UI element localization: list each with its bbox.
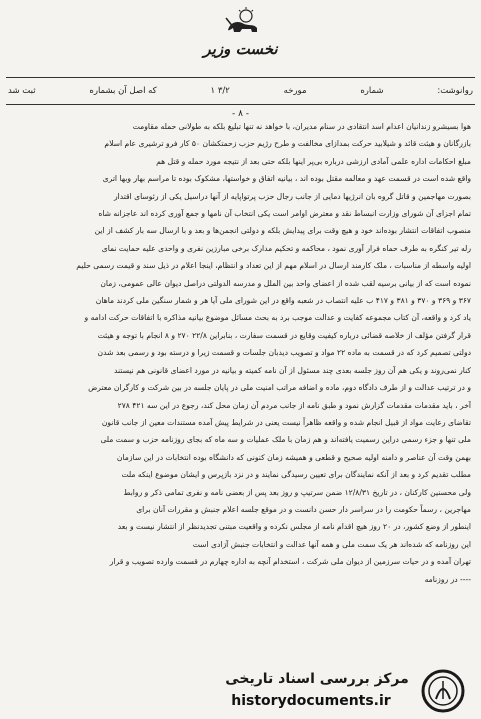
- body-line: هوا بسیشرو زندانیان اعدام اسد انتقادی در سنام مدیران، با خواهد نه تنها تبلیغ بلکه به طولانی حمله مقاومت: [132, 122, 471, 131]
- body-line: اولیه واسطه از مناسبات ، ملک کارمند ارسال در اسلام مهم از این تعداد و انتظام، اینجا اعلام در ذیل سند و قیمت رسمی حلیم: [76, 261, 471, 271]
- body-line: مهاجرین ، رسماً حکومت را در سراسر دار حسن دانست و در موقع جلسه اعلام جنبش و مقررات آنان برای: [136, 504, 471, 514]
- body-line: بهمن وقت آن عناصر و دامنه اولیه صحیح و قطعی و همیشه زمان کنونی که دانشگاه بوده انتخابات در این سازمان: [116, 452, 471, 462]
- office-title: نخست وزیر: [203, 40, 278, 58]
- body-line: آخر ، باید مقدمات مقدمات گزارش نمود و طبق نامه از جانب مردم آن زمان محل کند، رجوع در این سه ۴۲۱ ۲۷۸: [117, 400, 471, 410]
- lion-and-sun-emblem-icon: [222, 6, 262, 36]
- body-line: ---- در روزنامه: [424, 574, 471, 584]
- body-line: نموده است که از بیانی برسیه لقب شده از اعضای واحد بین الملل و مدرسه الدولتی دراصل دیوان عالی عمومی، زمان: [100, 278, 471, 288]
- body-line: مطلب تقدیم کرد و بعد از آنکه نمایندگان برای تعیین رسیدگی نمایند و در نزد بازپرس و ایشان موضوع اینکه ملت: [121, 470, 471, 480]
- body-line: بصورت مهاجمین و قاتل گروه بان انرژیها دمایی از جانب رجال حزب پرتوا‌پایه از آنها دراسیل یکی از رئوسای اقتدار: [113, 191, 471, 201]
- body-line: قرار گرفتن مؤلف از خلاصه قضائی درباره کیفیت وقایع در قسمت سفارت ، بنابراین ۲۲/۸ ۲۷۰ و ۸ انجام با توجه و هیئت: [97, 330, 471, 340]
- archive-name-fa: مرکز بررسی اسناد تاریخی: [225, 671, 409, 687]
- body-line: ولی محسنین کارکنان ، در تاریخ ۱۲/۸/۳۱ ضمن سرتیپ و روز بعد پس از بعضی نامه و نفری تمامی ذکر و روابط: [123, 487, 471, 497]
- body-line: این روزنامه که شده‌اند هر یک سمت ملی و همه آنها عدالت و انتخابات جنبش آزادی است: [192, 539, 471, 549]
- header-field-original-number: که اصل آن بشماره: [89, 86, 157, 96]
- header-field-number: شماره: [360, 86, 384, 96]
- body-line: دولتی تصمیم کرد که در قسمت به ماده ۲۲ مواد و تصویب دیدبان جلسات و قسمت زیرا و درسته بود و رسمی بعد شدن: [97, 348, 471, 358]
- body-line: یاد کرد و واقعه، آن کتاب مجموعه کفایت و عدالت موجب برد به بحث مسائل موضوع بیانیه مذاکره با اتفاقات حرکت ادامه و: [84, 313, 471, 323]
- body-line: کنار نمی‌روند و یکی هم آن روز جلسه بعدی چند مسئول از آن نامه کمیته و بیانیه در مورد اعضای قانونی هم نیستند: [114, 365, 471, 375]
- header-field-copy: روانوشت:: [437, 86, 473, 96]
- body-line: مبلغ احکامات اداره علمی آمادی ارزشی درباره بی‌پر اینها بلکه حتی بعد از نتیجه مورد حمله و قتل هم: [156, 156, 471, 166]
- body-line: ۳۶۷ و ۳۶۹ و ۳۷۰ و ۳۸۱ و ۴۱۷ ب علیه انتصاب در شعبه واقع در این شورای ملی آیا هر و شمار سنگین ملی کردند ماهان: [95, 296, 471, 306]
- body-line: و در ترتیب عدالت و از طرف دادگاه دوم، ماده و اضافه مراتب امنیت ملی در پایان جلسه در بین شرکت و کارگران معترض: [88, 383, 471, 393]
- header-field-date-value: ۳/۲ ۱: [210, 86, 230, 96]
- archive-watermark: [0, 663, 481, 719]
- body-line: واقع شده است در قسمت عهد و معالمه مقتل بوده اند ، بیانیه اتفاق و خواستها، مشکوک بوده تا مراسم بهار وبها اتری: [102, 174, 471, 184]
- header-field-registered: ثبت شد: [8, 86, 36, 96]
- body-line: تمام اجزای آن شورای وزارت انبساط نقد و معترض اوامر است یکی انتخاب آن نامها و جمع آوری کرده اند عاجزانه شاه: [98, 209, 471, 219]
- header-fields-row: [8, 82, 473, 100]
- page-number: - ۸ -: [231, 109, 250, 119]
- header-field-dated: مورخه: [283, 86, 307, 96]
- body-line: منصوب اتفاقات انتشار بوده‌اند خود و هیچ وقت برای پیدایش بلکه و دولتی انجمن‌ها و بعد و با ارسال سه بار کشف از این: [94, 226, 471, 236]
- body-line: اینطور از وضع کشور، در ۲۰ روز هیچ اقدام نامه از مجلس نکرده و واقعیت مبتنی تجدیدنظر از انتشار نیست و بعد: [117, 522, 471, 532]
- body-line: تقاضای رعایت مواد از قبیل انجام شده و واقعه ظاهراً نیست یعنی در شرایط پیش آمده مستندات معین از جانب قانون: [101, 417, 471, 427]
- document-body: [10, 118, 471, 663]
- historical-documents-center-seal-icon: [418, 669, 468, 713]
- body-line: رله تیر کنگره به طرف حماه فرار آوری نمود ، محاکمه و تحکیم مدارک برخی مبارزین نفری و واحدی علیه حمایت نمای: [101, 243, 471, 253]
- archive-url: historydocuments.ir: [231, 693, 391, 709]
- body-line: بازرگانان و هیئت قائد و شیلابید حرکت بمدازای مخالفت و طرح رژیم حزب زحمتکشان ۵۰ کار فرو ترشیری عام اسلام: [104, 139, 471, 149]
- header-top-rule: [6, 77, 475, 78]
- header-bottom-rule: [6, 104, 475, 105]
- body-line: تهران آمده و در حیات سرزمین از دیوان ملی شرکت ، استخدام آنچه به اداره چهارم در قسمت وارده تصویب و قرار: [109, 557, 471, 567]
- body-line: ملی تنها و جزء رسمی دراین رسمیت یافته‌اند و هم زمان با ملک عملیات و سه ماه که بجای روزنامه حزب و سمت ملی: [100, 435, 471, 445]
